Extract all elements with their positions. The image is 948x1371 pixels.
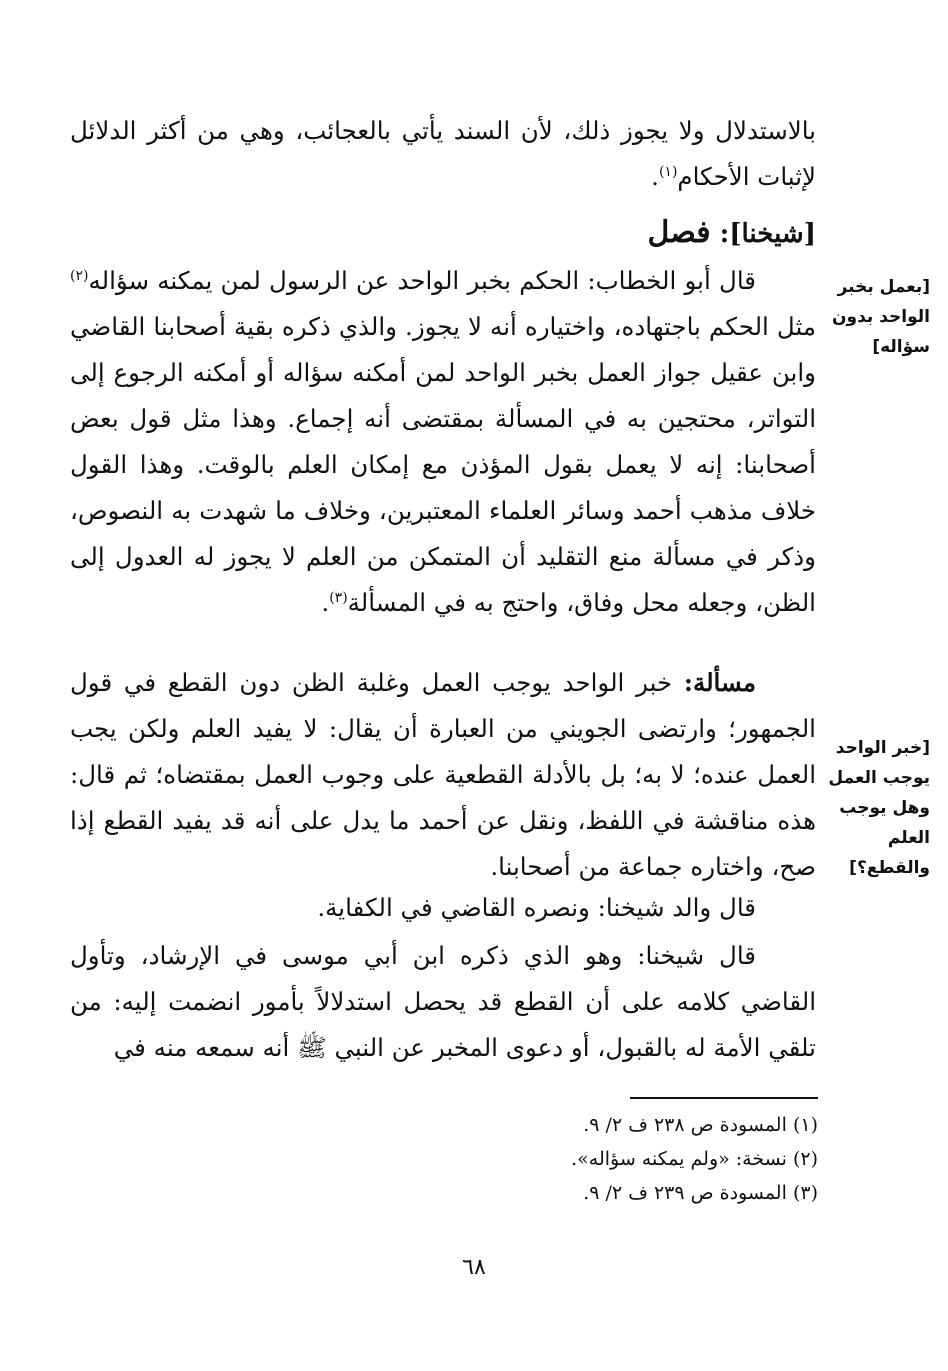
paragraph-text — [70, 660, 816, 890]
footnote-text: المسودة ص ٢٣٩ ف ٢/ ٩. — [583, 1182, 787, 1204]
period: . — [321, 588, 330, 617]
masala-label: مسألة: — [683, 668, 756, 697]
paragraph-continuation — [70, 108, 816, 200]
footnote-item — [318, 1142, 818, 1176]
heading-prefix: [شيخنا]: — [710, 219, 816, 249]
text-part: خبر الواحد يوجب العمل وغلبة الظن دون القطع في قول الجمهور؛ وارتضى الجويني من العبارة أن يقال: لا يفيد العلم ولكن يجب العمل عنده؛ لا به؛ بل بالأدلة القطعية على وجوب العمل بمقتضاه؛ ثم قال: هذه مناقشة في اللفظ، ونقل عن أحمد ما يدل على أنه قد يفيد القطع إذا صح، واختاره جماعة من أصحابنا. — [70, 668, 816, 881]
footnote-item — [318, 1108, 818, 1142]
section-heading — [647, 210, 816, 257]
footnote-divider — [630, 1097, 818, 1099]
paragraph-walid-shaykhina — [70, 885, 816, 931]
paragraph-text: قال والد شيخنا: ونصره القاضي في الكفاية. — [317, 893, 756, 922]
footnote-text: المسودة ص ٢٣٨ ف ٢/ ٩. — [583, 1114, 787, 1136]
footnote-number: (٢) — [792, 1148, 818, 1170]
margin-note-2: [خبر الواحد يوجب العمل وهل يوجب العلم والقطع؟] — [828, 738, 930, 878]
text-line: بالاستدلال ولا يجوز ذلك، لأن السند يأتي بالعجائب، وهي من أكثر — [147, 116, 816, 145]
footnotes — [318, 1108, 818, 1210]
footnote-item — [318, 1176, 818, 1210]
paragraph-masala — [70, 660, 816, 890]
footnote-ref: (٢) — [70, 267, 89, 284]
paragraph-shaykhuna — [70, 933, 816, 1071]
paragraph-text: قال شيخنا: وهو الذي ذكره ابن أبي موسى في الإرشاد، وتأول القاضي كلامه على أن القطع قد يحصل استدلالاً بأمور انضمت إليه: من تلقي الأمة له بالقبول، أو دعوى المخبر عن النبي ﷺ أنه سمعه منه في — [70, 941, 816, 1062]
text-part: مثل الحكم باجتهاده، واختياره أنه لا يجوز. والذي ذكره بقية أصحابنا القاضي وابن عقيل جواز العمل بخبر الواحد لمن أمكنه سؤاله أو أمكنه الرجوع إلى التواتر، محتجين به في المسألة بمقتضى أنه إجماع. وهذا مثل قول بعض أصحابنا: إنه لا يعمل بقول المؤذن مع إمكان العلم بالوقت. وهذا القول خلاف مذهب أحمد وسائر العلماء المعتبرين، وخلاف ما شهدت به النصوص، وذكر في مسألة منع التقليد أن المتمكن من العلم لا يجوز له العدول إلى الظن، وجعله محل وفاق، واحتج به في المسألة — [70, 312, 816, 617]
footnote-number: (١) — [792, 1114, 818, 1136]
heading-word: فصل — [647, 215, 711, 250]
footnote-ref: (٣) — [329, 589, 348, 606]
period: . — [651, 162, 659, 191]
footnote-number: (٣) — [792, 1182, 818, 1204]
text-part: قال أبو الخطاب: الحكم بخبر الواحد عن الرسول لمن يمكنه سؤاله — [88, 266, 756, 295]
margin-note-1: [بعمل بخبر الواحد بدون سؤاله] — [832, 277, 930, 357]
paragraph-text — [70, 258, 816, 626]
footnote-text: نسخة: «ولم يمكنه سؤاله». — [571, 1148, 787, 1170]
paragraph-text — [70, 108, 816, 200]
page-number: ٦٨ — [462, 1255, 486, 1280]
text-line: الدلائل لإثبات الأحكام — [70, 116, 816, 191]
footnote-ref: (١) — [658, 163, 678, 180]
paragraph-abu-alkhattab — [70, 258, 816, 626]
